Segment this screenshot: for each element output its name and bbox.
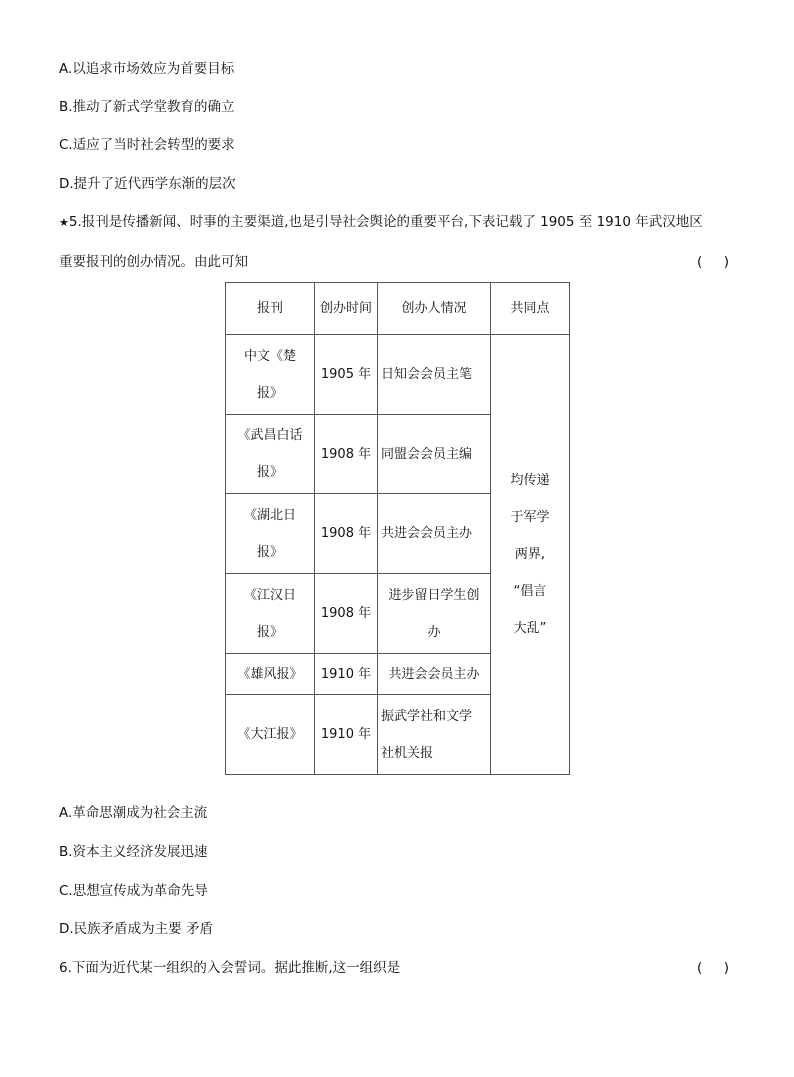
option-b-q5: B.资本主义经济发展迅速 <box>59 844 208 860</box>
founder-info <box>378 494 491 574</box>
option-b-q4: B.推动了新式学堂教育的确立 <box>59 99 235 115</box>
header-common: 共同点 <box>491 283 570 335</box>
newspaper-name <box>226 494 315 574</box>
common-line: “倡言 <box>513 584 547 599</box>
name-line: 中文《楚 <box>243 348 296 364</box>
header-founder: 创办人情况 <box>378 283 491 335</box>
founder-info <box>378 415 491 494</box>
founder-line: 进步留日学生创 <box>388 587 480 603</box>
founder-info <box>378 335 491 415</box>
question-6-line: 6.下面为近代某一组织的入会誓词。据此推断,这一组织是 <box>59 960 401 976</box>
founded-time: 1908 年 <box>315 415 378 494</box>
founded-time: 1908 年 <box>315 494 378 574</box>
option-d-q4: D.提升了近代西学东渐的层次 <box>59 176 236 192</box>
name-line: 《武昌白话 <box>237 428 303 443</box>
option-c-q4: C.适应了当时社会转型的要求 <box>59 137 235 153</box>
star-mark: ★ <box>59 216 69 229</box>
founder-info <box>378 654 491 695</box>
name-line: 《雄风报》 <box>237 666 303 682</box>
option-a-q5: A.革命思潮成为社会主流 <box>59 805 208 821</box>
name-line: 报》 <box>256 544 283 560</box>
newspaper-name <box>226 654 315 695</box>
option-d-q5: D.民族矛盾成为主要 矛盾 <box>59 921 213 937</box>
newspaper-name <box>226 574 315 654</box>
founder-line: 振武学社和文学 <box>381 708 473 724</box>
option-a-q4: A.以追求市场效应为首要目标 <box>59 61 235 77</box>
question-5-line-2: 重要报刊的创办情况。由此可知 <box>59 254 248 270</box>
question-5-line-1 <box>59 212 703 233</box>
common-line: 大乱” <box>513 621 547 636</box>
table-row <box>226 335 570 415</box>
name-line: 《湖北日 <box>243 507 296 523</box>
name-line: 报》 <box>256 465 283 480</box>
newspaper-name <box>226 415 315 494</box>
common-point <box>491 335 570 775</box>
founder-line: 社机关报 <box>381 745 434 761</box>
founded-time: 1910 年 <box>315 695 378 775</box>
founder-info <box>378 574 491 654</box>
founder-line: 办 <box>427 624 441 640</box>
newspaper-name <box>226 695 315 775</box>
question-5-answer-paren: ( ) <box>697 254 729 270</box>
founder-line: 日知会会员主笔 <box>381 367 473 382</box>
newspaper-table <box>225 282 570 775</box>
newspaper-name <box>226 335 315 415</box>
common-line: 于军学 <box>510 510 550 525</box>
founded-time: 1905 年 <box>315 335 378 415</box>
name-line: 报》 <box>256 624 283 640</box>
founder-line: 共进会会员主办 <box>388 666 480 682</box>
name-line: 报》 <box>256 385 283 401</box>
name-line: 《大江报》 <box>237 727 303 742</box>
table-header-row <box>226 283 570 335</box>
option-c-q5: C.思想宣传成为革命先导 <box>59 883 208 899</box>
question-5-stem: 5.报刊是传播新闻、时事的主要渠道,也是引导社会舆论的重要平台,下表记载了 1905 至 1910 年武汉地区 <box>68 214 703 230</box>
question-6-answer-paren: ( ) <box>697 960 729 976</box>
header-newspaper: 报刊 <box>226 283 315 335</box>
founder-info <box>378 695 491 775</box>
founder-line: 同盟会会员主编 <box>381 446 473 462</box>
header-founded-time: 创办时间 <box>315 283 378 335</box>
founder-line: 共进会会员主办 <box>381 526 473 541</box>
name-line: 《江汉日 <box>243 587 296 603</box>
common-line: 两界, <box>514 547 546 562</box>
common-line: 均传递 <box>510 473 550 488</box>
founded-time: 1910 年 <box>315 654 378 695</box>
founded-time: 1908 年 <box>315 574 378 654</box>
